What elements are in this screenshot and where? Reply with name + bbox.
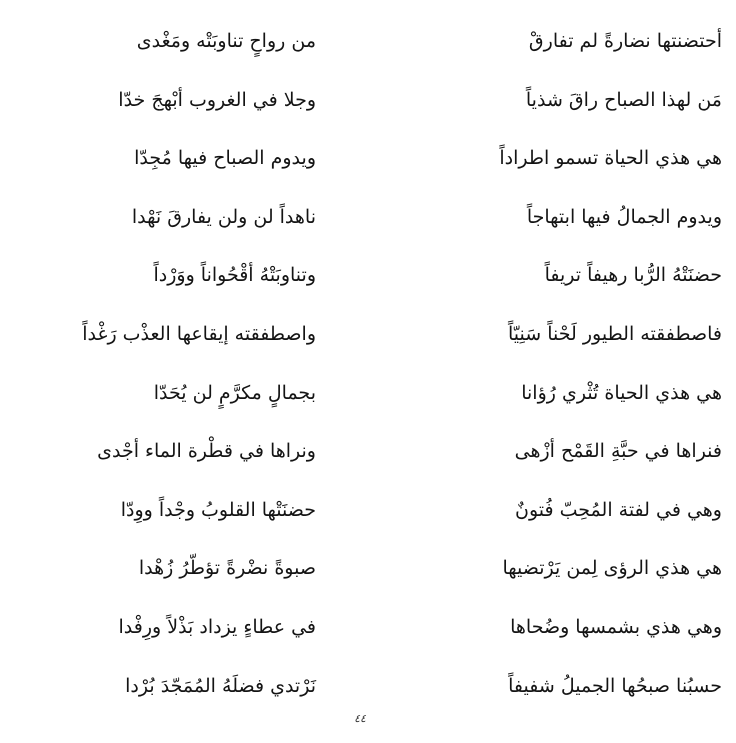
verse-2-first-hemistich: مَن لهذا الصباح راقَ شذياً bbox=[525, 88, 722, 111]
poem bbox=[0, 18, 736, 721]
verse-10-first-hemistich: هي هذي الرؤى لِمن يَرْتضيها bbox=[502, 557, 722, 580]
page-number: ٤٤ bbox=[354, 712, 366, 725]
verse-row-11 bbox=[0, 604, 736, 663]
verse-11-first-hemistich: وهي هذي بشمسها وضُحاها bbox=[510, 615, 722, 638]
verse-1-second-hemistich: من رواحٍ تناوبَتْه ومَغْدى bbox=[136, 30, 316, 52]
verse-9-second-hemistich: حضنَتْها القلوبُ وجْداً ووِدّا bbox=[120, 498, 316, 521]
verse-7-first-hemistich: هي هذي الحياة تُثْري رُؤانا bbox=[521, 381, 722, 404]
verse-row-3 bbox=[0, 135, 736, 194]
verse-row-4 bbox=[0, 194, 736, 253]
verse-11-second-hemistich: في عطاءٍ يزداد بَذْلاً ورِفْدا bbox=[118, 615, 316, 638]
verse-9-first-hemistich: وهي في لفتة المُحِبّ فُتونٌ bbox=[515, 498, 722, 521]
verse-row-8 bbox=[0, 428, 736, 487]
verse-row-10 bbox=[0, 545, 736, 604]
verse-row-7 bbox=[0, 370, 736, 429]
verse-row-5 bbox=[0, 252, 736, 311]
verse-row-6 bbox=[0, 311, 736, 370]
verse-8-second-hemistich: ونراها في قطْرة الماء أجْدى bbox=[97, 440, 316, 463]
verse-5-second-hemistich: وتناوبَتْهُ أقْحُواناً ووَرْداً bbox=[153, 264, 316, 287]
verse-2-second-hemistich: وجلا في الغروب أبْهجَ خدّا bbox=[118, 88, 316, 111]
verse-6-second-hemistich: واصطفقته إيقاعها العذْب رَغْداً bbox=[82, 322, 316, 345]
verse-3-first-hemistich: هي هذي الحياة تسمو اطراداً bbox=[499, 147, 722, 170]
verse-12-first-hemistich: حسبُنا صبحُها الجميلُ شفيفاً bbox=[508, 674, 722, 697]
verse-row-2 bbox=[0, 77, 736, 136]
verse-12-second-hemistich: نَرْتدي فضلَهُ المُمَجّدَ بُرْدا bbox=[125, 674, 316, 697]
verse-7-second-hemistich: بجمالٍ مكرَّمٍ لن يُحَدّا bbox=[153, 381, 316, 404]
verse-5-first-hemistich: حضنَتْهُ الرُّبا رهيفاً تريفاً bbox=[544, 264, 722, 287]
verse-8-first-hemistich: فنراها في حبَّةِ القَمْح أزْهى bbox=[514, 440, 722, 463]
verse-4-second-hemistich: ناهداً لن ولن يفارقَ نَهْدا bbox=[131, 205, 316, 228]
verse-10-second-hemistich: صبوةً نضْرةً تؤطّرُ زُهْدا bbox=[138, 557, 316, 580]
verse-4-first-hemistich: ويدوم الجمالُ فيها ابتهاجاً bbox=[526, 205, 722, 228]
verse-row-9 bbox=[0, 487, 736, 546]
verse-row-1 bbox=[0, 18, 736, 77]
verse-6-first-hemistich: فاصطفقته الطيور لَحْناً سَنِيّاً bbox=[508, 322, 722, 345]
verse-3-second-hemistich: ويدوم الصباح فيها مُجِدّا bbox=[134, 147, 316, 170]
verse-1-first-hemistich: أحتضنتها نضارةً لم تفارقْ bbox=[528, 30, 722, 52]
